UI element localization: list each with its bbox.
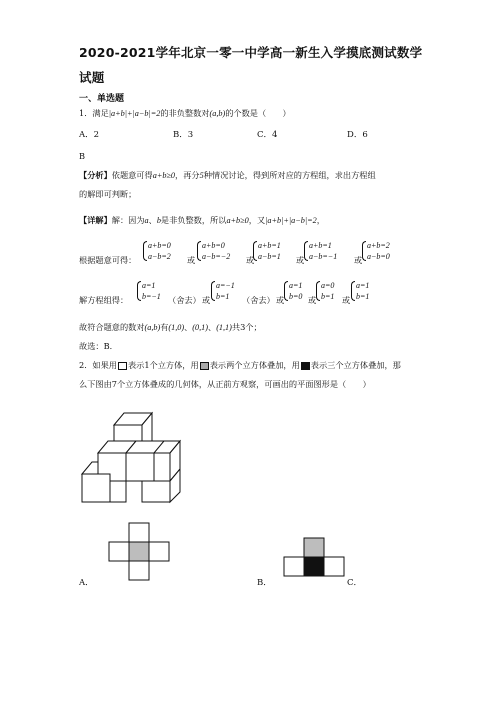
solution-3: a=1 b=0 (284, 280, 302, 302)
solution-2: a=−1 b=1 (211, 280, 235, 302)
q1-option-d: D．6 (347, 130, 368, 140)
system-3: a+b=1 a−b=1 (253, 240, 281, 262)
q2-stem-line1: 2．如果用 表示1个立方体，用 表示两个立方体叠加，用 表示三个立方体叠加，那 (79, 360, 401, 370)
or-text: 或 (246, 255, 255, 265)
or-text: 或 (202, 295, 211, 305)
system-1: a+b=0 a−b=2 (143, 240, 171, 262)
q2-option-c: C． (347, 578, 363, 588)
or-text: 或 (354, 255, 363, 265)
exam-title-line2: 试题 (79, 70, 105, 85)
q1-analysis-line2: 的解即可判断； (79, 189, 137, 199)
system-2: a+b=0 a−b=−2 (197, 240, 230, 262)
q1-by-condition-label: 根据题意可得： (79, 255, 137, 265)
q1-option-c: C．4 (257, 130, 278, 140)
q2-stem-line2: 么下图由7个立方体叠成的几何体，从正前方观察，可画出的平面图形是（ ） (79, 379, 371, 389)
q1-answer: B (79, 151, 86, 161)
q1-analysis-line1: 【分析】依题意可得a+b≥0，再分5种情况讨论，得到所对应的方程组，求出方程组 (79, 170, 376, 180)
q2-option-a: A． (79, 578, 94, 588)
q1-conclusion: 故符合题意的数对(a,b)有(1,0)、(0,1)、(1,1)共3个； (79, 322, 262, 332)
section-heading-single-choice: 一、单选题 (79, 94, 125, 104)
system-4: a+b=1 a−b=−1 (304, 240, 337, 262)
q1-final-choice: 故选：B． (79, 341, 118, 351)
or-text: 或 (308, 295, 317, 305)
option-a-figure (108, 522, 170, 582)
q1-option-b: B．3 (173, 130, 194, 140)
solution-5: a=1 b=1 (351, 280, 369, 302)
system-5: a+b=2 a−b=0 (362, 240, 390, 262)
or-text: 或 (296, 255, 305, 265)
option-b-figure (283, 537, 345, 579)
q1-equation: |a+b|+|a−b|=2 (108, 109, 161, 118)
q1-stem: 1．满足|a+b|+|a−b|=2的非负整数对(a,b)的个数是（ ） (79, 108, 291, 118)
discard-note: （舍去） (242, 295, 275, 305)
single-cube-symbol (118, 362, 127, 370)
solution-1: a=1 b=−1 (137, 280, 161, 302)
q2-option-b: B． (257, 578, 272, 588)
exam-title-line1: 2020-2021学年北京一零一中学高一新生入学摸底测试数学 (79, 45, 423, 60)
solution-4: a=0 b=1 (316, 280, 334, 302)
or-text: 或 (342, 295, 351, 305)
discard-note: （舍去） (168, 295, 201, 305)
stacked-cubes-figure (76, 398, 206, 506)
q1-detail-line1: 【详解】解：因为a、b是非负整数，所以a+b≥0，又|a+b|+|a−b|=2， (79, 215, 325, 225)
q1-solve-label: 解方程组得： (79, 295, 129, 305)
q1-option-a: A．2 (79, 130, 100, 140)
or-text: 或 (276, 295, 285, 305)
triple-cube-symbol (301, 362, 310, 370)
or-text: 或 (187, 255, 196, 265)
double-cube-symbol (200, 362, 209, 370)
q1-pair: (a,b) (209, 109, 226, 118)
